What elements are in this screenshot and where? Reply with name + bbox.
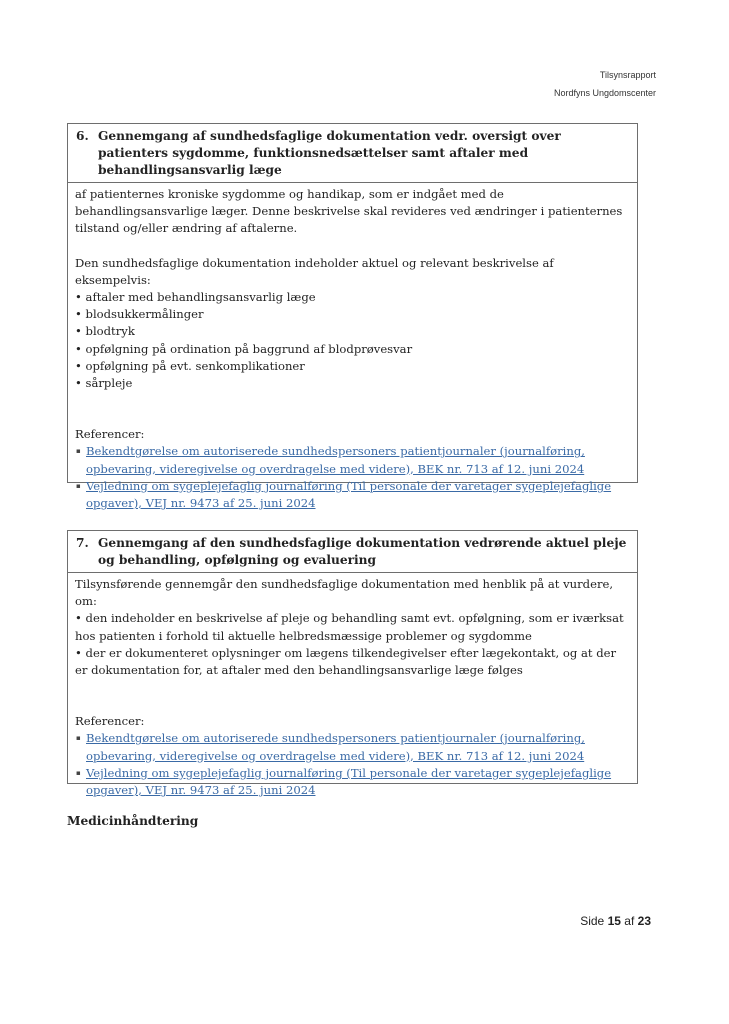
section-6-header [68, 124, 637, 183]
section-7-bullet-list [75, 610, 629, 679]
list-item: • blodsukkermålinger [75, 306, 629, 323]
section-6-references-label: Referencer: [75, 427, 145, 442]
section-6-list-intro: Den sundhedsfaglige dokumentation indeholder aktuel og relevant beskrivelse af eksempelvis: [75, 255, 554, 287]
section-7-references-label: Referencer: [75, 714, 145, 729]
section-6-number: 6. [76, 129, 89, 143]
reference-link-bek-713[interactable]: Bekendtgørelse om autoriserede sundhedspersoners patientjournaler (journalføring, opbevaring, videregivelse og overdragelse med videre), BEK nr. 713 af 12. juni 2024 [86, 444, 585, 476]
list-item: • den indeholder en beskrivelse af pleje og behandling samt evt. opfølgning, som er iværksat hos patienten i forhold til aktuelle helbredsmæssige problemer og sygdomme [75, 610, 629, 644]
section-6-body [68, 183, 637, 516]
total-pages: 23 [637, 914, 651, 928]
section-6-intro: af patienternes kroniske sygdomme og handikap, som er indgået med de behandlingsansvarlige læger. Denne beskrivelse skal revideres ved ændringer i patienternes tilstand og/eller ændring af aftalerne. [75, 187, 623, 236]
page-number [580, 914, 651, 928]
reference-link-vej-9473[interactable]: Vejledning om sygeplejefaglig journalføring (Til personale der varetager sygeplejefaglige opgaver), VEJ nr. 9473 af 25. juni 2024 [86, 765, 612, 798]
reference-link-bek-713[interactable]: Bekendtgørelse om autoriserede sundhedspersoners patientjournaler (journalføring, opbevaring, videregivelse og overdragelse med videre), BEK nr. 713 af 12. juni 2024 [86, 731, 585, 763]
section-7-box [67, 530, 638, 798]
list-item: • opfølgning på ordination på baggrund af blodprøvesvar [75, 341, 629, 358]
section-7-header [68, 531, 637, 573]
page-separator: af [624, 914, 635, 928]
section-7-number: 7. [76, 536, 89, 550]
reference-item [75, 443, 629, 477]
section-6-box [67, 123, 638, 511]
section-6-title: Gennemgang af sundhedsfaglige dokumentation vedr. oversigt over patienters sygdomme, funktionsnedsættelser samt aftaler med behandlingsansvarlig læge [98, 129, 561, 177]
current-page: 15 [607, 914, 621, 928]
section-7-list-intro: Tilsynsførende gennemgår den sundhedsfaglige dokumentation med henblik på at vurdere, om: [75, 577, 614, 609]
reference-item [75, 730, 629, 764]
section-6-bullet-list [75, 289, 629, 392]
next-section-title: Medicinhåndtering [67, 814, 199, 828]
section-7-references [75, 730, 629, 799]
list-item: • aftaler med behandlingsansvarlig læge [75, 289, 629, 306]
list-item: • der er dokumenteret oplysninger om lægens tilkendegivelser efter lægekontakt, og at der er dokumentation for, at aftaler med den behandlingsansvarlige læge følges [75, 645, 629, 679]
reference-item [75, 478, 629, 512]
section-6-references [75, 443, 629, 512]
section-7-body [68, 573, 637, 803]
list-item: • blodtryk [75, 323, 629, 340]
reference-item [75, 765, 629, 799]
organization-name: Nordfyns Ungdomscenter [553, 88, 656, 98]
report-title: Tilsynsrapport [599, 70, 656, 80]
reference-link-vej-9473[interactable]: Vejledning om sygeplejefaglig journalføring (Til personale der varetager sygeplejefaglige opgaver), VEJ nr. 9473 af 25. juni 2024 [86, 478, 612, 511]
list-item: • sårpleje [75, 375, 629, 392]
section-7-title: Gennemgang af den sundhedsfaglige dokumentation vedrørende aktuel pleje og behandling, opfølgning og evaluering [98, 536, 627, 567]
page-prefix: Side [580, 914, 605, 928]
list-item: • opfølgning på evt. senkomplikationer [75, 358, 629, 375]
